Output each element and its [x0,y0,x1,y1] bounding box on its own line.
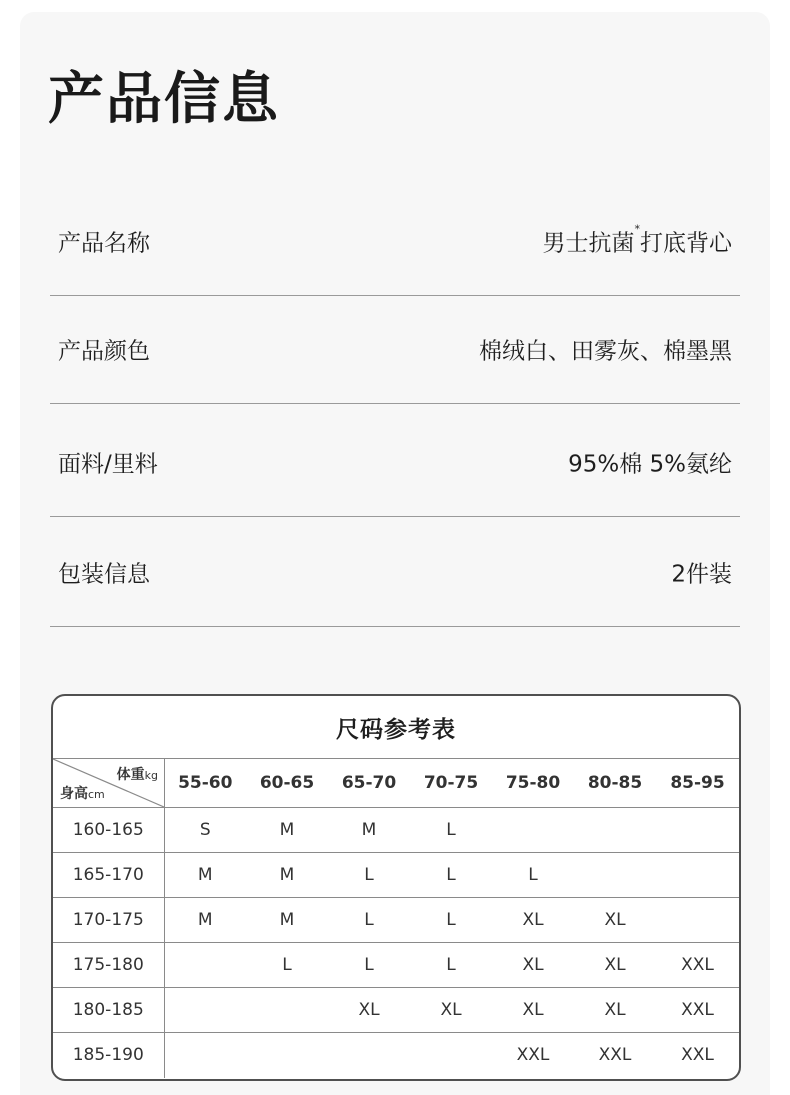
size-cell: L [410,898,492,943]
height-range-cell: 185-190 [53,1033,164,1078]
table-row [53,898,739,943]
size-cell: XL [492,988,574,1033]
size-cell [328,1033,410,1078]
size-cell [164,988,246,1033]
info-label: 产品颜色 [58,338,150,365]
weight-header: 60-65 [246,759,328,808]
weight-header: 80-85 [574,759,656,808]
size-chart [51,694,741,1081]
table-row [53,853,739,898]
size-cell: XXL [656,1033,739,1078]
size-cell: XL [328,988,410,1033]
size-cell: M [246,898,328,943]
size-cell: XL [410,988,492,1033]
table-row [53,808,739,853]
size-chart-title: 尺码参考表 [336,716,456,743]
size-table-header [53,759,739,808]
size-cell: XL [574,898,656,943]
size-cell: M [246,853,328,898]
height-range-cell: 160-165 [53,808,164,853]
info-value: 95%棉 5%氨纶 [568,451,732,478]
size-cell: XXL [656,988,739,1033]
size-cell [410,1033,492,1078]
size-cell: XXL [574,1033,656,1078]
info-label: 面料/里料 [58,451,158,478]
info-row-fabric [50,408,740,517]
info-label: 产品名称 [58,230,150,257]
size-cell [492,808,574,853]
size-cell: M [328,808,410,853]
info-row-package [50,518,740,627]
info-value: 2件装 [671,561,732,588]
table-row [53,988,739,1033]
size-cell: S [164,808,246,853]
size-table-corner [53,759,164,808]
size-cell [574,853,656,898]
size-cell: L [410,808,492,853]
size-cell [164,943,246,988]
size-cell: L [328,898,410,943]
height-range-cell: 170-175 [53,898,164,943]
size-cell: L [410,853,492,898]
page-title: 产品信息 [48,67,280,132]
info-row-color [50,295,740,404]
size-cell [246,1033,328,1078]
weight-header: 65-70 [328,759,410,808]
table-row [53,1033,739,1078]
size-cell: M [246,808,328,853]
info-label: 包装信息 [58,561,150,588]
size-cell [164,1033,246,1078]
weight-header: 75-80 [492,759,574,808]
weight-header: 85-95 [656,759,739,808]
info-value: 棉绒白、田雾灰、棉墨黑 [479,338,732,365]
height-range-cell: 165-170 [53,853,164,898]
size-cell [246,988,328,1033]
size-cell: L [328,853,410,898]
size-cell: L [328,943,410,988]
info-value: 男士抗菌*打底背心 [542,222,732,257]
height-range-cell: 180-185 [53,988,164,1033]
corner-weight-label: 体重kg [116,767,158,783]
size-cell: XL [492,943,574,988]
size-cell: L [492,853,574,898]
height-range-cell: 175-180 [53,943,164,988]
size-cell [656,853,739,898]
size-cell: XXL [492,1033,574,1078]
size-cell: XL [574,988,656,1033]
size-cell: L [246,943,328,988]
size-cell: M [164,853,246,898]
weight-header: 55-60 [164,759,246,808]
size-cell [656,808,739,853]
size-table [53,758,739,1078]
size-cell: XL [574,943,656,988]
table-row [53,943,739,988]
weight-header: 70-75 [410,759,492,808]
size-cell: XL [492,898,574,943]
info-row-name [50,187,740,296]
size-cell: L [410,943,492,988]
size-cell [656,898,739,943]
size-cell: M [164,898,246,943]
size-cell [574,808,656,853]
corner-height-label: 身高cm [60,786,105,802]
size-cell: XXL [656,943,739,988]
